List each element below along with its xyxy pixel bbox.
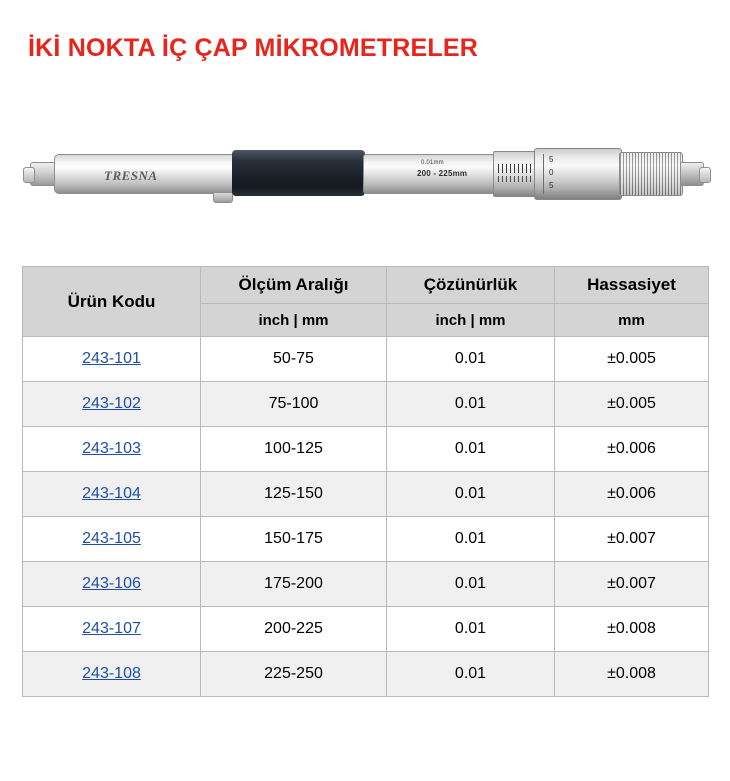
column-header-accuracy: Hassasiyet — [555, 267, 709, 304]
product-code-link[interactable]: 243-104 — [82, 485, 141, 503]
cell-range: 75-100 — [201, 382, 387, 427]
table-row — [23, 562, 709, 607]
product-code-link[interactable]: 243-102 — [82, 395, 141, 413]
lock-screw-icon — [213, 192, 233, 203]
cell-resolution: 0.01 — [387, 382, 555, 427]
cell-code[interactable] — [23, 607, 201, 652]
cell-resolution: 0.01 — [387, 427, 555, 472]
column-subheader-accuracy-units: mm — [555, 304, 709, 337]
product-code-link[interactable]: 243-107 — [82, 620, 141, 638]
cell-code[interactable] — [23, 427, 201, 472]
rubber-grip — [232, 150, 365, 196]
cell-accuracy: ±0.008 — [555, 607, 709, 652]
engraving-resolution: 0.01mm — [421, 160, 444, 167]
cell-code[interactable] — [23, 517, 201, 562]
table-row — [23, 337, 709, 382]
cell-resolution: 0.01 — [387, 652, 555, 697]
cell-code[interactable] — [23, 562, 201, 607]
cell-range: 125-150 — [201, 472, 387, 517]
product-image — [0, 104, 730, 244]
product-code-link[interactable]: 243-105 — [82, 530, 141, 548]
cell-accuracy: ±0.008 — [555, 652, 709, 697]
table-header-row — [23, 267, 709, 304]
product-code-link[interactable]: 243-103 — [82, 440, 141, 458]
cell-resolution: 0.01 — [387, 337, 555, 382]
specification-table — [22, 266, 709, 697]
table-row — [23, 652, 709, 697]
product-code-link[interactable]: 243-101 — [82, 350, 141, 368]
cell-resolution: 0.01 — [387, 562, 555, 607]
thimble-mark-lower: 5 — [549, 181, 554, 191]
column-header-resolution: Çözünürlük — [387, 267, 555, 304]
thimble-mark-middle: 0 — [549, 168, 554, 178]
thimble-mark-upper: 5 — [549, 155, 554, 165]
cell-range: 100-125 — [201, 427, 387, 472]
cell-range: 150-175 — [201, 517, 387, 562]
column-header-code: Ürün Kodu — [23, 267, 201, 337]
cell-resolution: 0.01 — [387, 607, 555, 652]
cell-range: 200-225 — [201, 607, 387, 652]
column-header-range: Ölçüm Aralığı — [201, 267, 387, 304]
cell-code[interactable] — [23, 652, 201, 697]
column-subheader-range-units: inch | mm — [201, 304, 387, 337]
product-code-link[interactable]: 243-108 — [82, 665, 141, 683]
scale-ticks-upper-icon — [498, 164, 532, 173]
thimble-scale — [534, 148, 622, 200]
thimble-index-line-icon — [543, 154, 544, 194]
cell-accuracy: ±0.006 — [555, 427, 709, 472]
cell-range: 225-250 — [201, 652, 387, 697]
cell-code[interactable] — [23, 472, 201, 517]
page-title: İKİ NOKTA İÇ ÇAP MİKROMETRELER — [28, 33, 478, 62]
scale-ticks-lower-icon — [498, 176, 532, 182]
product-code-link[interactable]: 243-106 — [82, 575, 141, 593]
cell-code[interactable] — [23, 382, 201, 427]
table-row — [23, 382, 709, 427]
cell-code[interactable] — [23, 337, 201, 382]
table-row — [23, 607, 709, 652]
right-measuring-tip-icon — [680, 162, 704, 186]
sleeve-scale — [493, 151, 537, 197]
table-row — [23, 517, 709, 562]
cell-accuracy: ±0.007 — [555, 517, 709, 562]
engraving-range: 200 - 225mm — [417, 169, 468, 179]
table-row — [23, 472, 709, 517]
cell-accuracy: ±0.007 — [555, 562, 709, 607]
cell-resolution: 0.01 — [387, 472, 555, 517]
knurled-ratchet — [619, 152, 683, 196]
cell-accuracy: ±0.005 — [555, 382, 709, 427]
cell-range: 175-200 — [201, 562, 387, 607]
cell-resolution: 0.01 — [387, 517, 555, 562]
cell-accuracy: ±0.006 — [555, 472, 709, 517]
brand-label: TRESNA — [104, 168, 158, 184]
column-subheader-resolution-units: inch | mm — [387, 304, 555, 337]
cell-accuracy: ±0.005 — [555, 337, 709, 382]
table-row — [23, 427, 709, 472]
cell-range: 50-75 — [201, 337, 387, 382]
